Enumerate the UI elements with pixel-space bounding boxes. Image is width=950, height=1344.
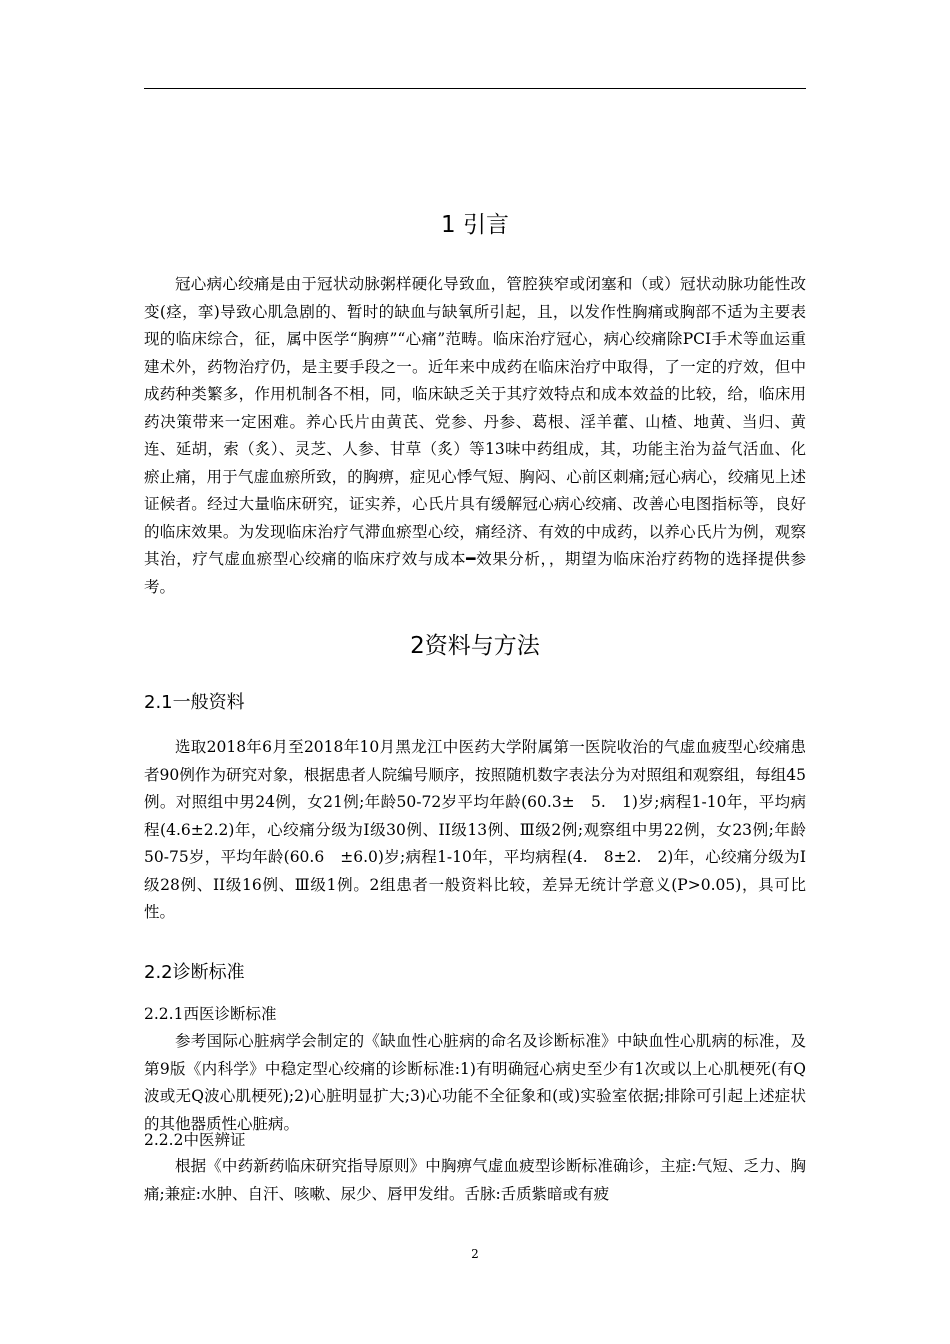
section-2-1-heading: 2.1一般资料: [144, 692, 245, 713]
section-2-heading: 2资料与方法: [410, 633, 540, 659]
section-2-2-2-paragraph: 根据《中药新药临床研究指导原则》中胸痹气虚血疲型诊断标准确诊，主症:气短、乏力、胸痛;兼症:水肿、自汗、咳嗽、尿少、唇甲发绀。舌脉:舌质紫暗或有疲: [144, 1157, 806, 1203]
section-2-2-1-paragraph: 参考国际心脏病学会制定的《缺血性心脏病的命名及诊断标准》中缺血性心肌病的标准，及第9版《内科学》中稳定型心绞痛的诊断标准:1)有明确冠心病史至少有1次或以上心肌梗死(有Q波或无Q波心肌梗死);2)心脏明显扩大;3)心功能不全征象和(或)实验室依据;排除可引起上述症状的其他器质性心脏病。: [144, 1032, 806, 1133]
page-number: 2: [471, 1247, 479, 1261]
section-2-2-1-heading: 2.2.1西医诊断标准: [144, 1005, 277, 1023]
header-rule: [144, 88, 806, 89]
section-1-heading: 1 引言: [441, 212, 509, 238]
section-2-2-2-heading: 2.2.2中医辨证: [144, 1131, 246, 1149]
section-2-1-paragraph: 选取2018年6月至2018年10月黑龙江中医药大学附属第一医院收治的气虚血疲型心绞痛患者90例作为研究对象，根据患者人院编号顺序，按照随机数字表法分为对照组和观察组，每组45例。对照组中男24例，女21例;年龄50-72岁平均年龄(60.3± 5. 1)岁;病程1-10年，平均病程(4.6±2.2)年，心绞痛分级为Ⅰ级30例、II级13例、Ⅲ级2例;观察组中男22例，女23例;年龄50-75岁，平均年龄(60.6 ±6.0)岁;病程1-10年，平均病程(4. 8±2. 2)年，心绞痛分级为Ⅰ级28例、II级16例、Ⅲ级1例。2组患者一般资料比较，差异无统计学意义(P>0.05)，具可比性。: [144, 738, 806, 921]
section-2-2-heading: 2.2诊断标准: [144, 962, 245, 983]
section-1-paragraph: 冠心病心绞痛是由于冠状动脉粥样硬化导致血，管腔狭窄或闭塞和（或）冠状动脉功能性改变(痉，挛)导致心肌急剧的、暂时的缺血与缺氧所引起，且，以发作性胸痛或胸部不适为主要表现的临床综合，征，属中医学“胸痹”“心痛”范畴。临床治疗冠心，病心绞痛除PCI手术等血运重建术外，药物治疗仍，是主要手段之一。近年来中成药在临床治疗中取得，了一定的疗效，但中成药种类繁多，作用机制各不相，同，临床缺乏关于其疗效特点和成本效益的比较，给，临床用药决策带来一定困难。养心氏片由黄芪、党参、丹参、葛根、淫羊藿、山楂、地黄、当归、黄连、延胡，索（炙）、灵芝、人参、甘草（炙）等13味中药组成，其，功能主治为益气活血、化瘀止痛，用于气虚血瘀所致，的胸痹，症见心悸气短、胸闷、心前区刺痛;冠心病心，绞痛见上述证候者。经过大量临床研究，证实养，心氏片具有缓解冠心病心绞痛、改善心电图指标等，良好的临床效果。为发现临床治疗气滞血瘀型心绞，痛经济、有效的中成药，以养心氏片为例，观察其治，疗气虚血瘀型心绞痛的临床疗效与成本━效果分析，，期望为临床治疗药物的选择提供参考。: [144, 275, 806, 596]
